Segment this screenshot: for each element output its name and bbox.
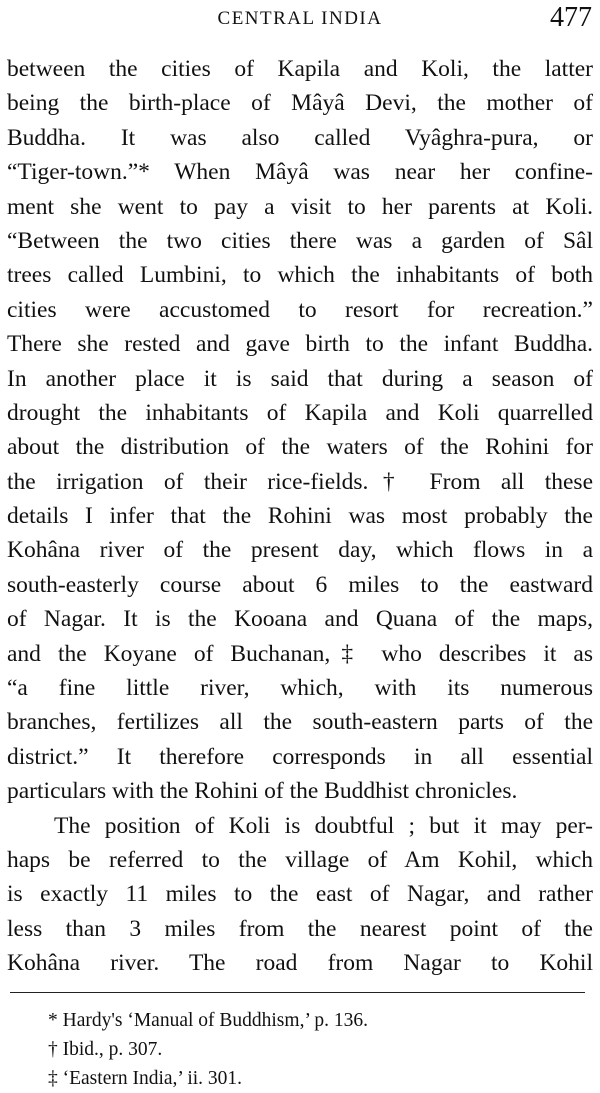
footnotes xyxy=(48,1006,588,1093)
text-line: of Nagar. It is the Kooana and Quana of the maps, xyxy=(7,606,593,633)
text-line: ment she went to pay a visit to her parents at Koli. xyxy=(7,193,593,220)
text-line: Kohâna river. The road from Nagar to Kohil xyxy=(7,950,593,977)
text-line: being the birth-place of Mâyâ Devi, the mother of xyxy=(7,90,593,117)
body-text xyxy=(7,52,593,981)
text-line: “Tiger-town.”* When Mâyâ was near her confine- xyxy=(7,159,593,186)
text-line: details I infer that the Rohini was most probably the xyxy=(7,503,593,530)
text-line: district.” It therefore corresponds in all essential xyxy=(7,743,593,770)
text-line: about the distribution of the waters of the Rohini for xyxy=(7,434,593,461)
text-line: haps be referred to the village of Am Kohil, which xyxy=(7,846,593,873)
text-line: the irrigation of their rice-fields.† From all these xyxy=(7,468,593,495)
running-title: CENTRAL INDIA xyxy=(217,8,383,29)
footnote: † Ibid., p. 307. xyxy=(48,1039,163,1060)
text-line: “Between the two cities there was a garden of Sâl xyxy=(7,227,593,254)
text-line: less than 3 miles from the nearest point of the xyxy=(7,915,593,942)
text-line: and the Koyane of Buchanan,‡ who describes it as xyxy=(7,640,593,667)
text-line: In another place it is said that during a season of xyxy=(7,365,593,392)
text-line: There she rested and gave birth to the infant Buddha. xyxy=(7,331,593,358)
footnote: * Hardy's ‘Manual of Buddhism,’ p. 136. xyxy=(48,1010,368,1031)
text-line: cities were accustomed to resort for recreation.” xyxy=(7,296,593,323)
text-line: drought the inhabitants of Kapila and Koli quarrelled xyxy=(7,399,593,426)
text-line: Kohâna river of the present day, which flows in a xyxy=(7,537,593,564)
text-line: south-easterly course about 6 miles to the eastward xyxy=(7,571,593,598)
text-line: trees called Lumbini, to which the inhabitants of both xyxy=(7,262,593,289)
paragraph-start-line: The position of Koli is doubtful ; but it may per- xyxy=(54,812,593,839)
text-line: between the cities of Kapila and Koli, the latter xyxy=(7,56,593,82)
text-line: “a fine little river, which, with its numerous xyxy=(7,675,593,702)
footnote-divider xyxy=(10,992,585,993)
text-line: branches, fertilizes all the south-eastern parts of the xyxy=(7,709,593,736)
text-line: particulars with the Rohini of the Buddhist chronicles. xyxy=(7,778,518,805)
page-header xyxy=(0,2,600,42)
footnote: ‡ ‘Eastern India,’ ii. 301. xyxy=(48,1068,243,1089)
text-line: is exactly 11 miles to the east of Nagar, and rather xyxy=(7,881,593,908)
page-number: 477 xyxy=(550,2,592,33)
text-line: Buddha. It was also called Vyâghra-pura, or xyxy=(7,124,593,151)
